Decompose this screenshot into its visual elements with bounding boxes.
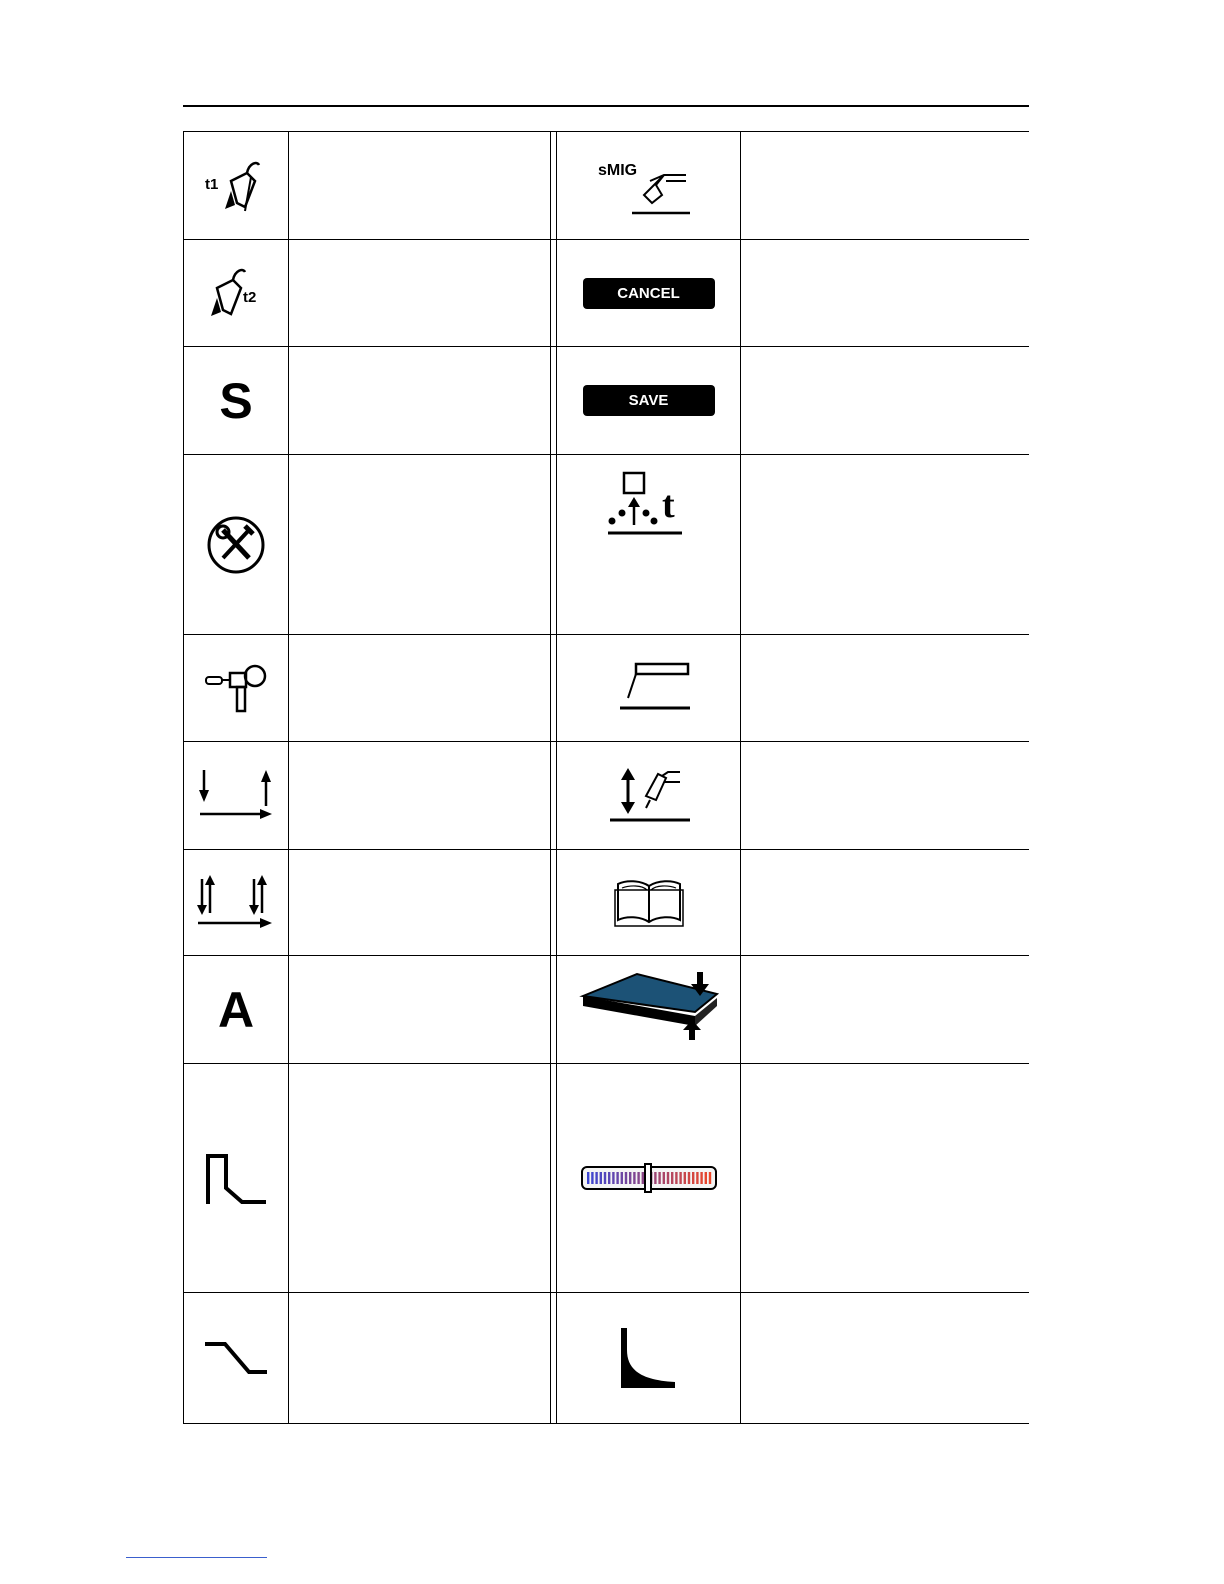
drooping-curve-icon — [617, 1326, 681, 1390]
slider-tick — [692, 1172, 694, 1184]
table-row — [184, 956, 1029, 1064]
symbol-cell — [184, 132, 289, 239]
description-cell — [289, 455, 551, 634]
slider-knob — [645, 1164, 651, 1192]
description-cell — [289, 347, 551, 454]
slider-tick — [700, 1172, 702, 1184]
description-cell — [289, 240, 551, 346]
slider-tick — [587, 1172, 589, 1184]
slider-tick — [708, 1172, 710, 1184]
description-cell — [289, 1293, 551, 1423]
symbol-cell — [557, 455, 741, 634]
slider-tick — [666, 1172, 668, 1184]
description-cell — [741, 1293, 1029, 1423]
symbol-cell — [557, 742, 741, 849]
save-button[interactable]: SAVE — [583, 385, 715, 416]
slider-tick — [603, 1172, 605, 1184]
symbol-cell — [184, 1064, 289, 1292]
spool-gun-icon — [204, 660, 268, 716]
a-symbol: A — [217, 981, 255, 1038]
symbol-cell — [184, 956, 289, 1063]
t2-label: t2 — [243, 289, 257, 306]
description-cell — [289, 850, 551, 955]
symbol-cell — [184, 635, 289, 741]
smig-label: sMIG — [597, 161, 637, 179]
slider-tick — [675, 1172, 677, 1184]
symbol-cell — [557, 240, 741, 346]
symbol-cell — [557, 132, 741, 239]
description-cell — [741, 455, 1029, 634]
slider-tick — [599, 1172, 601, 1184]
torch-t1-icon — [201, 151, 271, 221]
description-cell — [741, 635, 1029, 741]
symbol-table — [183, 131, 1029, 1424]
symbol-cell — [557, 956, 741, 1063]
table-row — [184, 455, 1029, 635]
description-cell — [289, 742, 551, 849]
tools-icon — [205, 514, 267, 576]
table-row — [184, 347, 1029, 455]
manual-book-icon — [614, 878, 684, 928]
slider-tick — [629, 1172, 631, 1184]
table-row — [184, 635, 1029, 742]
slider-tick — [671, 1172, 673, 1184]
stick-electrode-icon — [604, 658, 694, 718]
slider-tick — [696, 1172, 698, 1184]
table-row — [184, 850, 1029, 956]
cv-curve-icon — [201, 1338, 271, 1378]
description-cell — [289, 1064, 551, 1292]
slider-tick — [683, 1172, 685, 1184]
slider-tick — [633, 1172, 635, 1184]
symbol-cell — [184, 455, 289, 634]
slider-tick — [591, 1172, 593, 1184]
t1-label: t1 — [205, 175, 219, 193]
cancel-button[interactable]: CANCEL — [583, 278, 715, 309]
slider-tick — [641, 1172, 643, 1184]
header-rule — [183, 105, 1029, 107]
slider-tick — [616, 1172, 618, 1184]
symbol-cell — [184, 1293, 289, 1423]
slider-tick — [654, 1172, 656, 1184]
slider-tick — [658, 1172, 660, 1184]
symbol-cell — [557, 347, 741, 454]
description-cell — [289, 635, 551, 741]
symbol-cell — [184, 850, 289, 955]
description-cell — [741, 742, 1029, 849]
description-cell — [289, 132, 551, 239]
description-cell — [741, 956, 1029, 1063]
cc-curve-icon — [204, 1148, 268, 1208]
description-cell — [741, 1064, 1029, 1292]
table-row — [184, 240, 1029, 347]
symbol-cell — [557, 1064, 741, 1292]
symbol-cell — [557, 1293, 741, 1423]
description-cell — [741, 347, 1029, 454]
wire-stickout-icon — [604, 766, 694, 826]
symbol-cell — [184, 347, 289, 454]
torch-t2-icon — [201, 258, 271, 328]
symbol-cell — [557, 850, 741, 955]
two-step-trigger-icon — [196, 766, 276, 826]
slider-tick — [608, 1172, 610, 1184]
table-row — [184, 742, 1029, 850]
symbol-cell — [184, 240, 289, 346]
slider-tick — [687, 1172, 689, 1184]
material-thickness-icon — [579, 968, 719, 1052]
footer-link-underline — [126, 1557, 267, 1558]
four-step-trigger-icon — [196, 873, 276, 933]
smig-icon — [594, 151, 704, 221]
t-label: t — [661, 484, 675, 526]
table-row — [184, 132, 1029, 240]
symbol-cell — [557, 635, 741, 741]
slider-tick — [620, 1172, 622, 1184]
symbol-cell — [184, 742, 289, 849]
slider-tick — [662, 1172, 664, 1184]
slider-tick — [624, 1172, 626, 1184]
slider-tick — [637, 1172, 639, 1184]
arc-control-slider-icon — [581, 1163, 717, 1193]
description-cell — [741, 132, 1029, 239]
slider-tick — [679, 1172, 681, 1184]
description-cell — [741, 850, 1029, 955]
s-symbol: S — [219, 372, 253, 429]
description-cell — [289, 956, 551, 1063]
table-row — [184, 1064, 1029, 1293]
slider-tick — [704, 1172, 706, 1184]
post-flow-time-icon — [604, 469, 694, 539]
table-row — [184, 1293, 1029, 1424]
description-cell — [741, 240, 1029, 346]
slider-tick — [612, 1172, 614, 1184]
slider-tick — [595, 1172, 597, 1184]
